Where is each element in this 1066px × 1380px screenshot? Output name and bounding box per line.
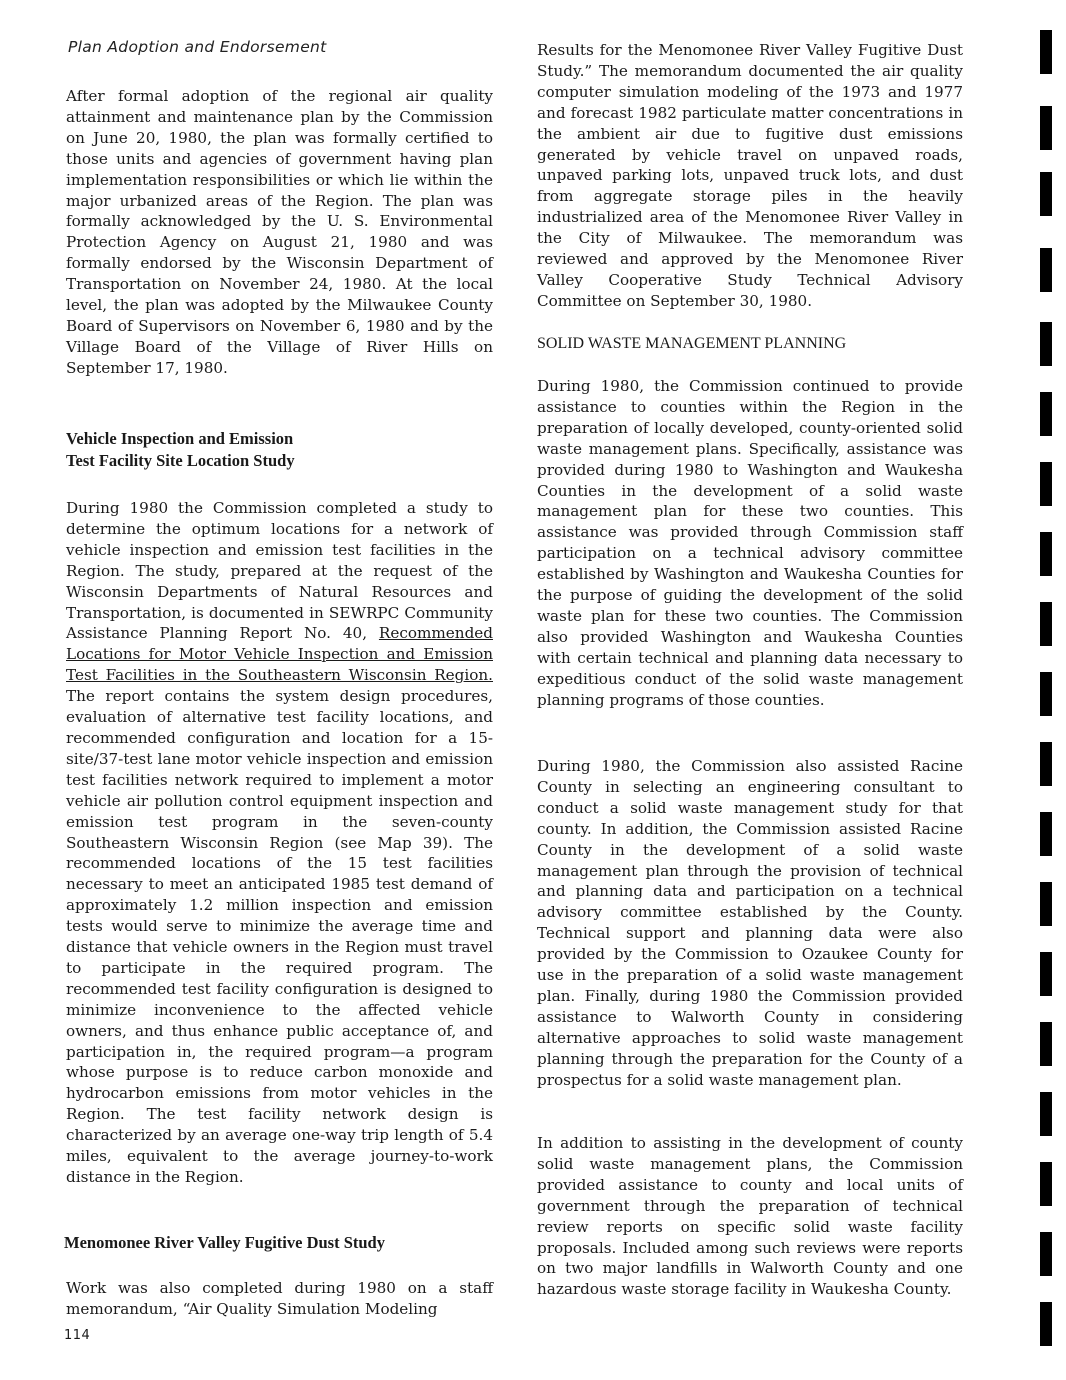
report-title: Recommended Locations for Motor Vehicle Inspection and Emission Test Facilities in the Southeastern Wisconsin Region. <box>66 624 493 685</box>
paragraph-solid-waste-3: In addition to assisting in the development of county solid waste management plans, the Commission provided assistance to county and local units of government through the preparation of technical review reports on specific solid waste facility proposals. Included among such reviews were reports on two major landfills in Walworth County and one hazardous waste storage facility in Waukesha County. <box>537 1134 963 1299</box>
edge-index-marks <box>1040 0 1056 1380</box>
paragraph-solid-waste-2: During 1980, the Commission also assisted Racine County in selecting an engineering consultant to conduct a solid waste management study for that county. In addition, the Commission assisted Racine County in the development of a solid waste management plan through the provision of technical and planning data and participation on a technical advisory committee established by the County. Technical support and planning data were also provided by the Commission to Ozaukee County for use in the preparation of a solid waste management plan. Finally, during 1980 the Commission provided assistance to Walworth County in considering alternative approaches to solid waste management planning through the preparation for the County of a prospectus for a solid waste management plan. <box>537 757 963 1089</box>
edge-mark <box>1040 1162 1052 1206</box>
edge-mark <box>1040 952 1052 996</box>
paragraph-vehicle-text-before: During 1980 the Commission completed a study to determine the optimum locations for a network of vehicle inspection and emission test facilities in the Region. The study, prepared at the request of the Wisconsin Departments of Natural Resources and Transportation, is documented in SEWRPC Community Assistance Planning Report No. 40, <box>66 499 493 643</box>
edge-mark <box>1040 30 1052 74</box>
edge-mark <box>1040 1232 1052 1276</box>
paragraph-solid-waste-1: During 1980, the Commission continued to provide assistance to counties within the Region in the preparation of locally developed, county-oriented solid waste management plans. Specifically, assistance was provided during 1980 to Washington and Waukesha Counties in the development of a solid waste management plan for these two counties. This assistance was provided through Commission staff participation on a technical advisory committee established by Washington and Waukesha Counties for the purpose of guiding the development of the solid waste plan for these two counties. The Commission also provided Washington and Waukesha Counties with certain technical and planning data necessary to expeditious conduct of the solid waste management planning programs of those counties. <box>537 377 963 709</box>
edge-mark <box>1040 462 1052 506</box>
edge-mark <box>1040 742 1052 786</box>
heading-menomonee-dust-study: Menomonee River Valley Fugitive Dust Study <box>64 1233 385 1252</box>
edge-mark <box>1040 672 1052 716</box>
paragraph-menomonee-continued: Results for the Menomonee River Valley Fugitive Dust Study.” The memorandum documented the air quality computer simulation modeling of the 1973 and 1977 and forecast 1982 particulate matter concentrations in the ambient air due to fugitive dust emissions generated by vehicle travel on unpaved roads, unpaved parking lots, unpaved truck lots, and dust from aggregate storage piles in the heavily industrialized area of the Menomonee River Valley in the City of Milwaukee. The memorandum was reviewed and approved by the Menomonee River Valley Cooperative Study Technical Advisory Committee on September 30, 1980. <box>537 41 963 310</box>
running-head: Plan Adoption and Endorsement <box>68 38 327 56</box>
edge-mark <box>1040 172 1052 216</box>
edge-mark <box>1040 106 1052 150</box>
heading-solid-waste: SOLID WASTE MANAGEMENT PLANNING <box>537 335 847 352</box>
paragraph-vehicle-inspection <box>66 498 493 1188</box>
edge-mark <box>1040 602 1052 646</box>
paragraph-vehicle-text-after: The report contains the system design procedures, evaluation of alternative test facility locations, and recommended configuration and location for a 15-site/37-test lane motor vehicle inspection and emission test facilities network required to implement a motor vehicle air pollution control equipment inspection and emission test program in the seven-county Southeastern Wisconsin Region (see Map 39). The recommended locations of the 15 test facilities necessary to meet an anticipated 1985 test demand of approximately 1.2 million inspection and emission tests would serve to minimize the average time and distance that vehicle owners in the Region must travel to participate in the required program. The recommended test facility configuration is designed to minimize inconvenience to the affected vehicle owners, and thus enhance public acceptance of, and participation in, the required program—a program whose purpose is to reduce carbon monoxide and hydrocarbon emissions from motor vehicles in the Region. The test facility network design is characterized by an average one-way trip length of 5.4 miles, equivalent to the average journey-to-work distance in the Region. <box>66 687 493 1186</box>
edge-mark <box>1040 532 1052 576</box>
heading-vehicle-line1: Vehicle Inspection and Emission <box>66 429 294 448</box>
edge-mark <box>1040 812 1052 856</box>
edge-mark <box>1040 1302 1052 1346</box>
paragraph-plan-adoption: After formal adoption of the regional air quality attainment and maintenance plan by the Commission on June 20, 1980, the plan was formally certified to those units and agencies of government having plan implementation responsibilities or which lie within the major urbanized areas of the Region. The plan was formally acknowledged by the U. S. Environmental Protection Agency on August 21, 1980 and was formally endorsed by the Wisconsin Department of Transportation on November 24, 1980. At the local level, the plan was adopted by the Milwaukee County Board of Supervisors on November 6, 1980 and by the Village Board of the Village of River Hills on September 17, 1980. <box>66 87 493 377</box>
heading-vehicle-line2: Test Facility Site Location Study <box>66 451 295 470</box>
edge-mark <box>1040 1092 1052 1136</box>
edge-mark <box>1040 392 1052 436</box>
page-number: 114 <box>64 1328 91 1343</box>
edge-mark <box>1040 882 1052 926</box>
edge-mark <box>1040 322 1052 366</box>
paragraph-menomonee-start: Work was also completed during 1980 on a staff memorandum, “Air Quality Simulation Modeling <box>66 1279 493 1318</box>
edge-mark <box>1040 248 1052 292</box>
edge-mark <box>1040 1022 1052 1066</box>
heading-vehicle-inspection <box>66 428 295 472</box>
